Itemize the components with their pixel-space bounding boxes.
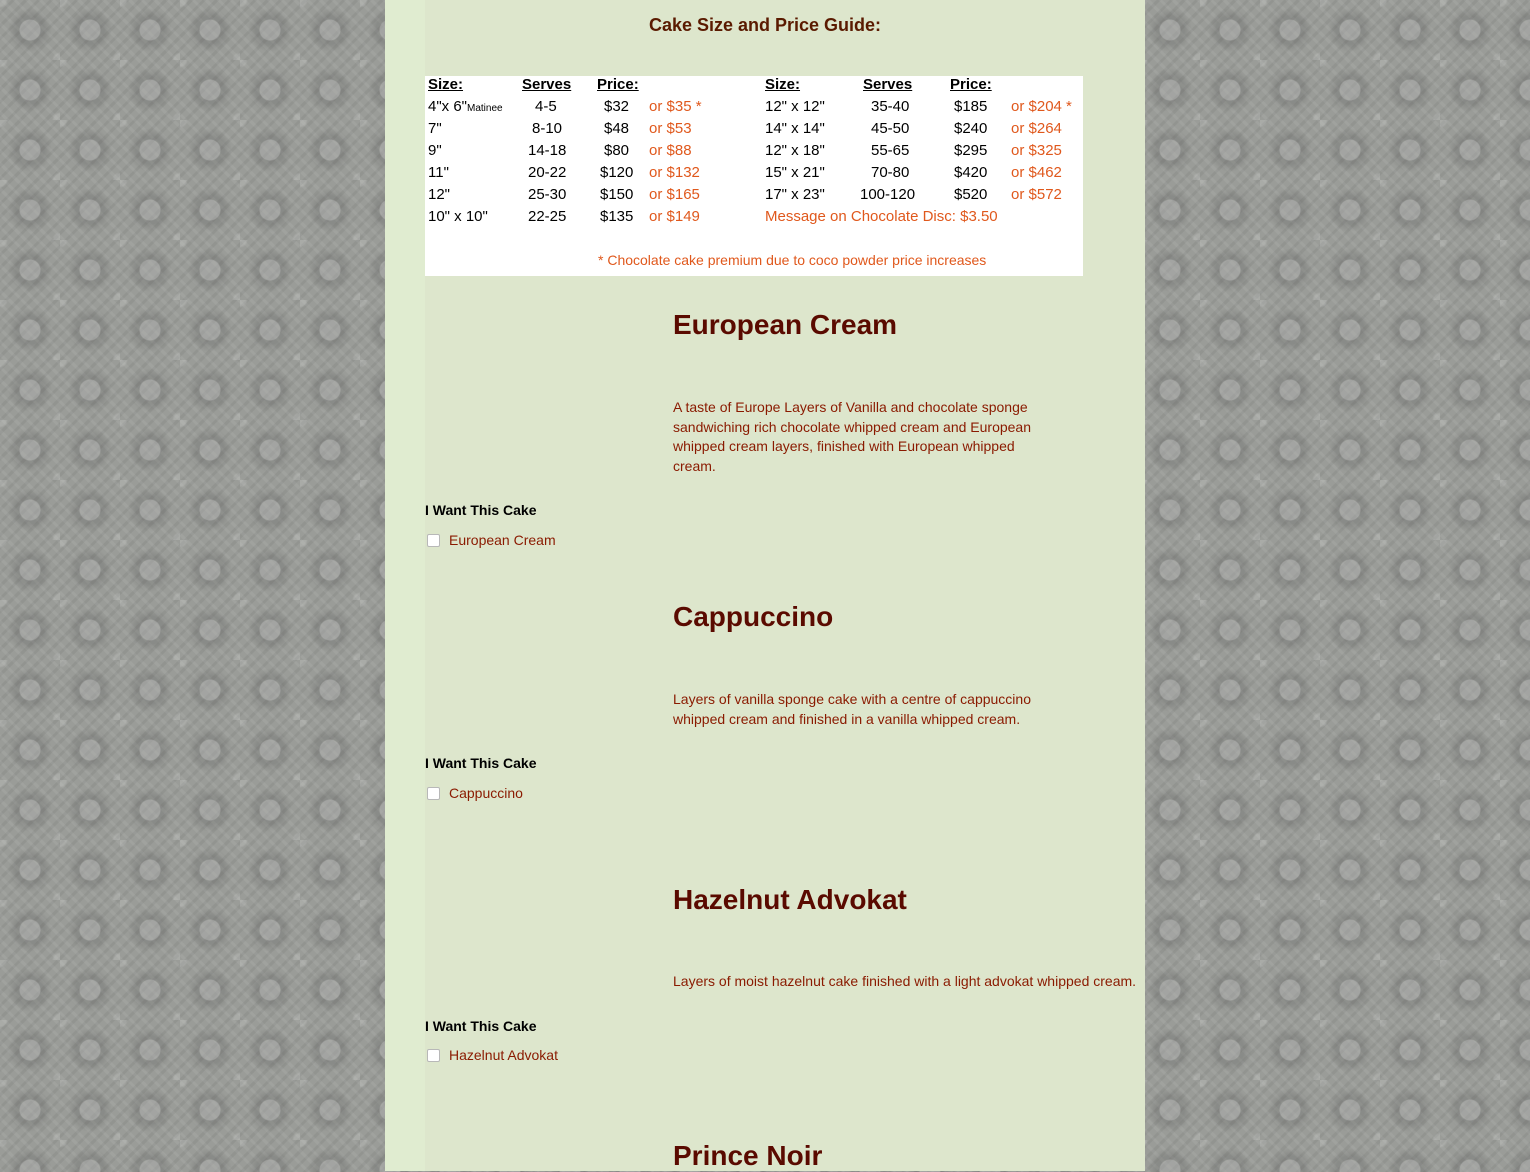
size-cell: 12" x 12": [765, 98, 825, 115]
cake-checkbox[interactable]: [427, 1049, 440, 1062]
alt-price-cell: or $88: [649, 142, 692, 159]
serves-cell: 100-120: [860, 186, 916, 203]
content-column: [385, 0, 1145, 1171]
price-cell: $150: [600, 186, 634, 203]
size-cell: 15" x 21": [765, 164, 825, 181]
header-size-left: Size:: [428, 76, 464, 93]
alt-price-cell: or $462: [1011, 164, 1062, 181]
size-cell: 10" x 10": [428, 208, 488, 225]
serves-cell: 20-22: [528, 164, 567, 181]
price-cell: $295: [954, 142, 988, 159]
header-price-left: Price:: [597, 76, 639, 93]
serves-cell: 22-25: [528, 208, 567, 225]
serves-cell: 25-30: [528, 186, 567, 203]
serves-cell: 70-80: [871, 164, 910, 181]
serves-cell: 45-50: [871, 120, 910, 137]
cake-option[interactable]: [427, 532, 556, 548]
alt-price-cell: or $325: [1011, 142, 1062, 159]
cake-title: Hazelnut Advokat: [673, 884, 907, 915]
price-cell: $240: [954, 120, 988, 137]
size-cell: 9": [428, 142, 442, 159]
header-serves-left: Serves: [522, 76, 572, 93]
cake-checkbox-label[interactable]: Hazelnut Advokat: [449, 1047, 558, 1063]
alt-price-cell: or $572: [1011, 186, 1062, 203]
serves-cell: 55-65: [871, 142, 910, 159]
size-cell: 11": [428, 164, 449, 181]
want-cake-label: I Want This Cake: [425, 1018, 537, 1034]
price-cell: $80: [604, 142, 630, 159]
want-cake-label: I Want This Cake: [425, 755, 537, 771]
alt-price-cell: or $264: [1011, 120, 1062, 137]
header-size-right: Size:: [765, 76, 801, 93]
size-cell: 14" x 14": [765, 120, 825, 137]
size-cell: 7": [428, 120, 442, 137]
size-cell: 4"x 6"Matinee: [428, 98, 503, 115]
alt-price-cell: or $149: [649, 208, 700, 225]
message-disc-note: Message on Chocolate Disc: $3.50: [765, 208, 998, 225]
price-cell: $520: [954, 186, 988, 203]
alt-price-cell: or $132: [649, 164, 700, 181]
serves-cell: 14-18: [528, 142, 567, 159]
left-strip: [385, 0, 425, 1171]
cake-description: Layers of vanilla sponge cake with a centre of cappuccino whipped cream and finished in a vanilla whipped cream.: [673, 691, 1031, 727]
price-cell: $135: [600, 208, 634, 225]
price-cell: $420: [954, 164, 988, 181]
alt-price-cell: or $53: [649, 120, 692, 137]
alt-price-cell: or $165: [649, 186, 700, 203]
header-price-right: Price:: [950, 76, 992, 93]
cake-title: Cappuccino: [673, 601, 834, 632]
alt-price-cell: or $204 *: [1011, 98, 1072, 115]
cake-checkbox[interactable]: [427, 534, 440, 547]
cake-description: A taste of Europe Layers of Vanilla and chocolate sponge sandwiching rich chocolate whipped cream and European whipped cream layers, finished with European whipped cream.: [673, 399, 1031, 474]
serves-cell: 35-40: [871, 98, 910, 115]
size-cell: 17" x 23": [765, 186, 825, 203]
cake-description: Layers of moist hazelnut cake finished with a light advokat whipped cream.: [673, 973, 1137, 989]
price-guide-title: Cake Size and Price Guide:: [648, 15, 882, 35]
cake-checkbox-label[interactable]: European Cream: [449, 532, 556, 548]
serves-cell: 8-10: [532, 120, 563, 137]
header-serves-right: Serves: [863, 76, 913, 93]
cake-option[interactable]: [427, 1047, 558, 1063]
price-guide-table: [425, 76, 1083, 276]
price-cell: $48: [604, 120, 630, 137]
cake-option[interactable]: [427, 785, 523, 801]
alt-price-cell: or $35 *: [649, 98, 702, 115]
size-cell: 12": [428, 186, 451, 203]
cake-title: Prince Noir: [673, 1140, 823, 1171]
cake-title: European Cream: [673, 309, 898, 340]
size-cell: 12" x 18": [765, 142, 825, 159]
want-cake-label: I Want This Cake: [425, 502, 537, 518]
price-cell: $32: [604, 98, 630, 115]
serves-cell: 4-5: [535, 98, 557, 115]
chocolate-premium-note: * Chocolate cake premium due to coco powder price increases: [598, 252, 987, 268]
price-cell: $185: [954, 98, 988, 115]
price-cell: $120: [600, 164, 634, 181]
cake-checkbox-label[interactable]: Cappuccino: [449, 785, 523, 801]
cake-checkbox[interactable]: [427, 787, 440, 800]
